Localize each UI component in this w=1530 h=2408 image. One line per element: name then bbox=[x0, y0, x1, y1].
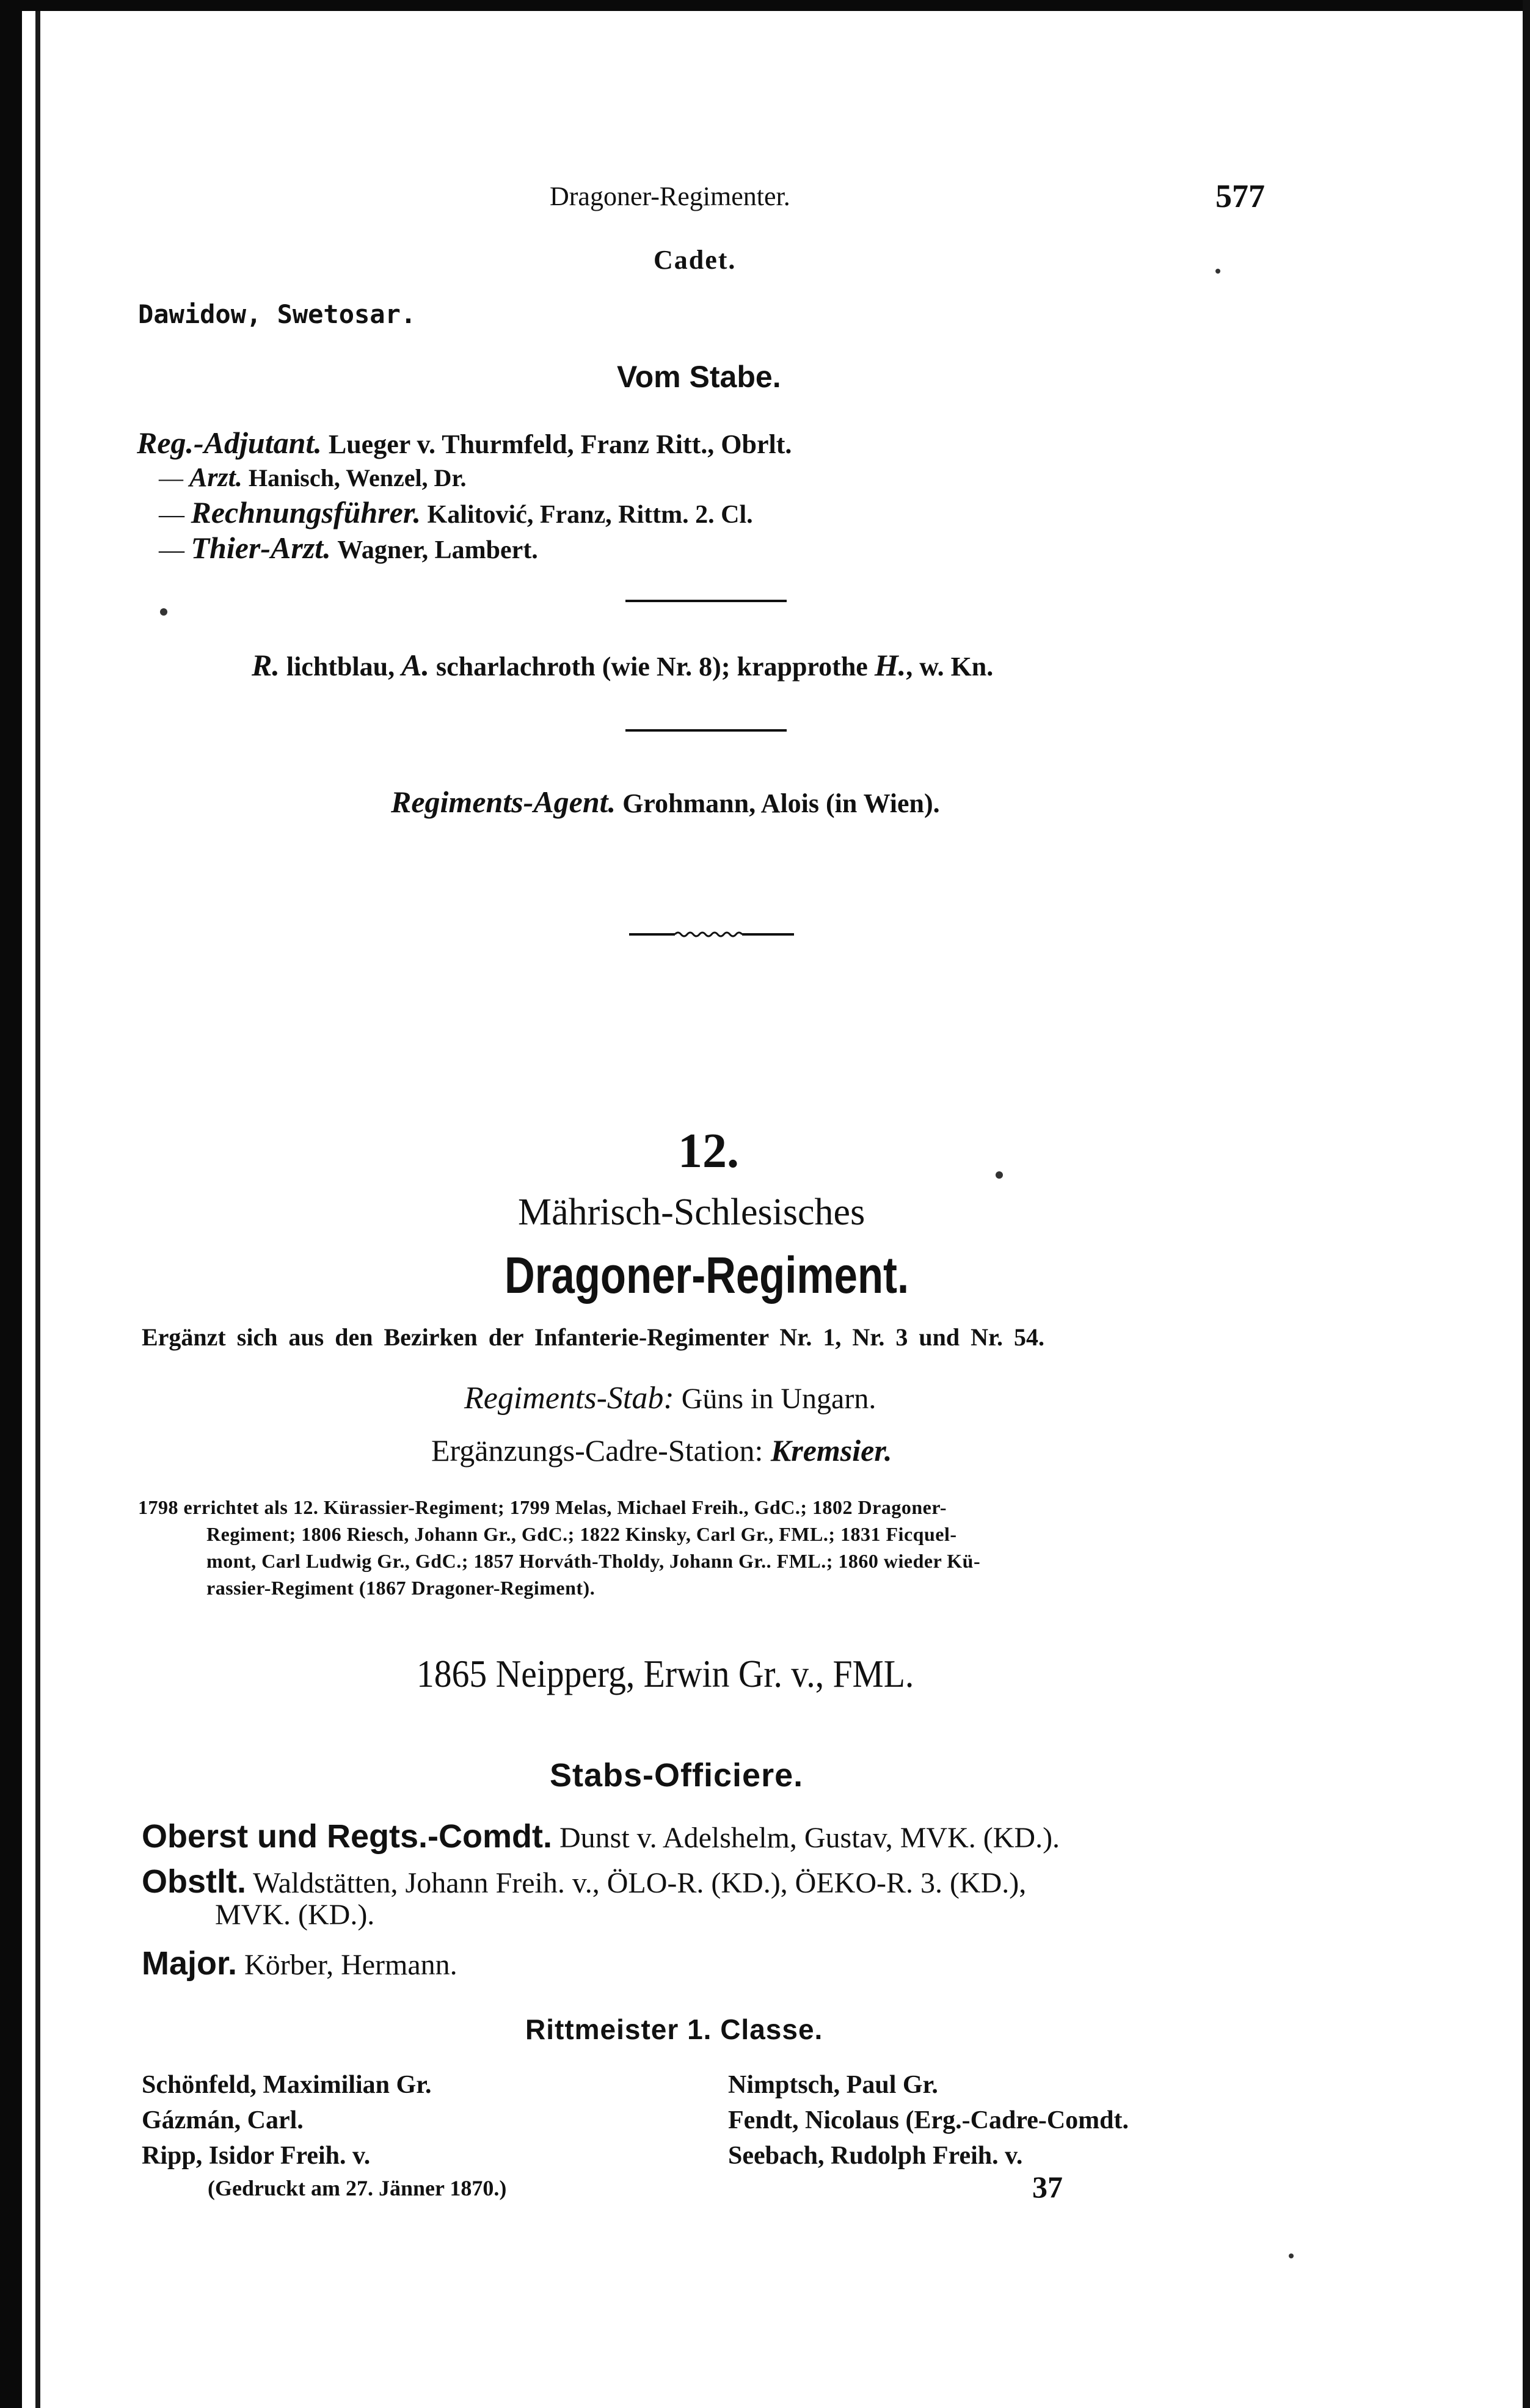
oberst-line bbox=[142, 1817, 1060, 1855]
stabe-line-thierarzt bbox=[159, 530, 538, 566]
dash: — bbox=[159, 536, 184, 564]
speck bbox=[1289, 2253, 1294, 2258]
history-line: 1798 errichtet als 12. Kürassier-Regiment; 1799 Melas, Michael Freih., GdC.; 1802 Dragoner- bbox=[138, 1496, 947, 1518]
oberst-rank: Oberst und Regts.-Comdt. bbox=[142, 1818, 552, 1855]
major-text: Körber, Hermann. bbox=[244, 1949, 457, 1981]
role-label: Thier-Arzt. bbox=[191, 531, 331, 565]
stabe-heading: Vom Stabe. bbox=[617, 360, 781, 394]
agent-text: Grohmann, Alois (in Wien). bbox=[622, 788, 940, 818]
rittmeister-right-3: Seebach, Rudolph Freih. v. bbox=[728, 2142, 1023, 2170]
regiment-number: 12. bbox=[678, 1124, 739, 1178]
entry-text: Lueger v. Thurmfeld, Franz Ritt., Obrlt. bbox=[328, 429, 792, 459]
role-label: Reg.-Adjutant. bbox=[137, 426, 322, 460]
scan-border-inner bbox=[35, 11, 40, 2408]
inhaber-line: 1865 Neipperg, Erwin Gr. v., FML. bbox=[417, 1652, 914, 1695]
regiment-subtitle: Mährisch-Schlesisches bbox=[518, 1191, 865, 1233]
running-title: Dragoner-Regimenter. bbox=[550, 181, 790, 211]
rittmeister-left-1: Schönfeld, Maximilian Gr. bbox=[142, 2071, 432, 2099]
obstlt-line bbox=[142, 1863, 1026, 1901]
rittmeister-right-1: Nimptsch, Paul Gr. bbox=[728, 2071, 938, 2099]
page-number: 577 bbox=[1215, 178, 1265, 214]
history-line: mont, Carl Ludwig Gr., GdC.; 1857 Horváth-Tholdy, Johann Gr.. FML.; 1860 wieder Kü- bbox=[206, 1550, 981, 1572]
speck bbox=[1215, 269, 1220, 274]
dash: — bbox=[159, 464, 183, 492]
recruitment-line: Ergänzt sich aus den Bezirken der Infanterie-Regimenter Nr. 1, Nr. 3 und Nr. 54. bbox=[142, 1323, 1045, 1351]
oberst-text: Dunst v. Adelshelm, Gustav, MVK. (KD.). bbox=[559, 1822, 1060, 1854]
cadre-text: Kremsier. bbox=[770, 1433, 892, 1468]
regiments-stab-line bbox=[464, 1380, 876, 1416]
rittmeister-left-2: Gázmán, Carl. bbox=[142, 2106, 304, 2134]
cadre-station-line bbox=[431, 1433, 892, 1468]
stabe-line-rechnungsfuehrer bbox=[159, 495, 753, 530]
r-label: R. bbox=[252, 648, 280, 682]
dash: — bbox=[159, 501, 184, 529]
cadet-heading: Cadet. bbox=[654, 245, 737, 275]
obstlt-line-continued: MVK. (KD.). bbox=[215, 1899, 375, 1931]
rittmeister-right-2: Fendt, Nicolaus (Erg.-Cadre-Comdt. bbox=[728, 2106, 1129, 2134]
stab-text: Güns in Ungarn. bbox=[681, 1383, 876, 1415]
rittmeister-left-3: Ripp, Isidor Freih. v. bbox=[142, 2142, 371, 2170]
major-rank: Major. bbox=[142, 1945, 238, 1982]
rittmeister-heading: Rittmeister 1. Classe. bbox=[525, 2013, 823, 2045]
scan-border-right bbox=[1523, 0, 1530, 2408]
obstlt-text: Waldstätten, Johann Freih. v., ÖLO-R. (KD.), ÖEKO-R. 3. (KD.), bbox=[253, 1867, 1027, 1899]
entry-text: Wagner, Lambert. bbox=[337, 536, 538, 564]
cadet-name: Dawidow, Swetosar. bbox=[138, 299, 417, 329]
stabe-line-arzt bbox=[159, 462, 467, 493]
role-label: Rechnungsführer. bbox=[191, 495, 421, 529]
printed-date: (Gedruckt am 27. Jänner 1870.) bbox=[208, 2176, 507, 2200]
scan-border-top bbox=[0, 0, 1530, 11]
regiment-title: Dragoner-Regiment. bbox=[505, 1246, 909, 1304]
sheet-signature: 37 bbox=[1032, 2170, 1063, 2204]
a-text: scharlachroth (wie Nr. 8); krapprothe bbox=[436, 652, 868, 682]
separator-rule bbox=[625, 729, 787, 732]
agent-line bbox=[391, 784, 940, 820]
a-label: A. bbox=[401, 648, 429, 682]
history-line: Regiment; 1806 Riesch, Johann Gr., GdC.; 1822 Kinsky, Carl Gr., FML.; 1831 Ficquel- bbox=[206, 1523, 957, 1545]
scan-border-left bbox=[0, 0, 22, 2408]
stabe-line-adjutant bbox=[137, 425, 792, 460]
h-text: , w. Kn. bbox=[906, 652, 994, 682]
separator-rule bbox=[625, 600, 787, 602]
entry-text: Kalitović, Franz, Rittm. 2. Cl. bbox=[427, 501, 753, 529]
speck bbox=[996, 1171, 1003, 1179]
cadre-label: Ergänzungs-Cadre-Station: bbox=[431, 1433, 763, 1468]
history-line: rassier-Regiment (1867 Dragoner-Regiment). bbox=[206, 1577, 596, 1599]
role-label: Regiments-Agent. bbox=[391, 785, 616, 819]
obstlt-rank: Obstlt. bbox=[142, 1863, 246, 1900]
stab-label: Regiments-Stab: bbox=[464, 1381, 674, 1416]
entry-text: Hanisch, Wenzel, Dr. bbox=[248, 464, 467, 492]
major-line bbox=[142, 1944, 457, 1982]
uniform-line bbox=[252, 647, 993, 683]
r-text: lichtblau, bbox=[286, 652, 395, 682]
h-label: H. bbox=[874, 648, 906, 682]
role-label: Arzt. bbox=[189, 462, 242, 492]
speck bbox=[160, 608, 167, 616]
stabs-officiere-heading: Stabs-Officiere. bbox=[550, 1757, 804, 1794]
ornament-wavy-rule bbox=[629, 928, 794, 940]
